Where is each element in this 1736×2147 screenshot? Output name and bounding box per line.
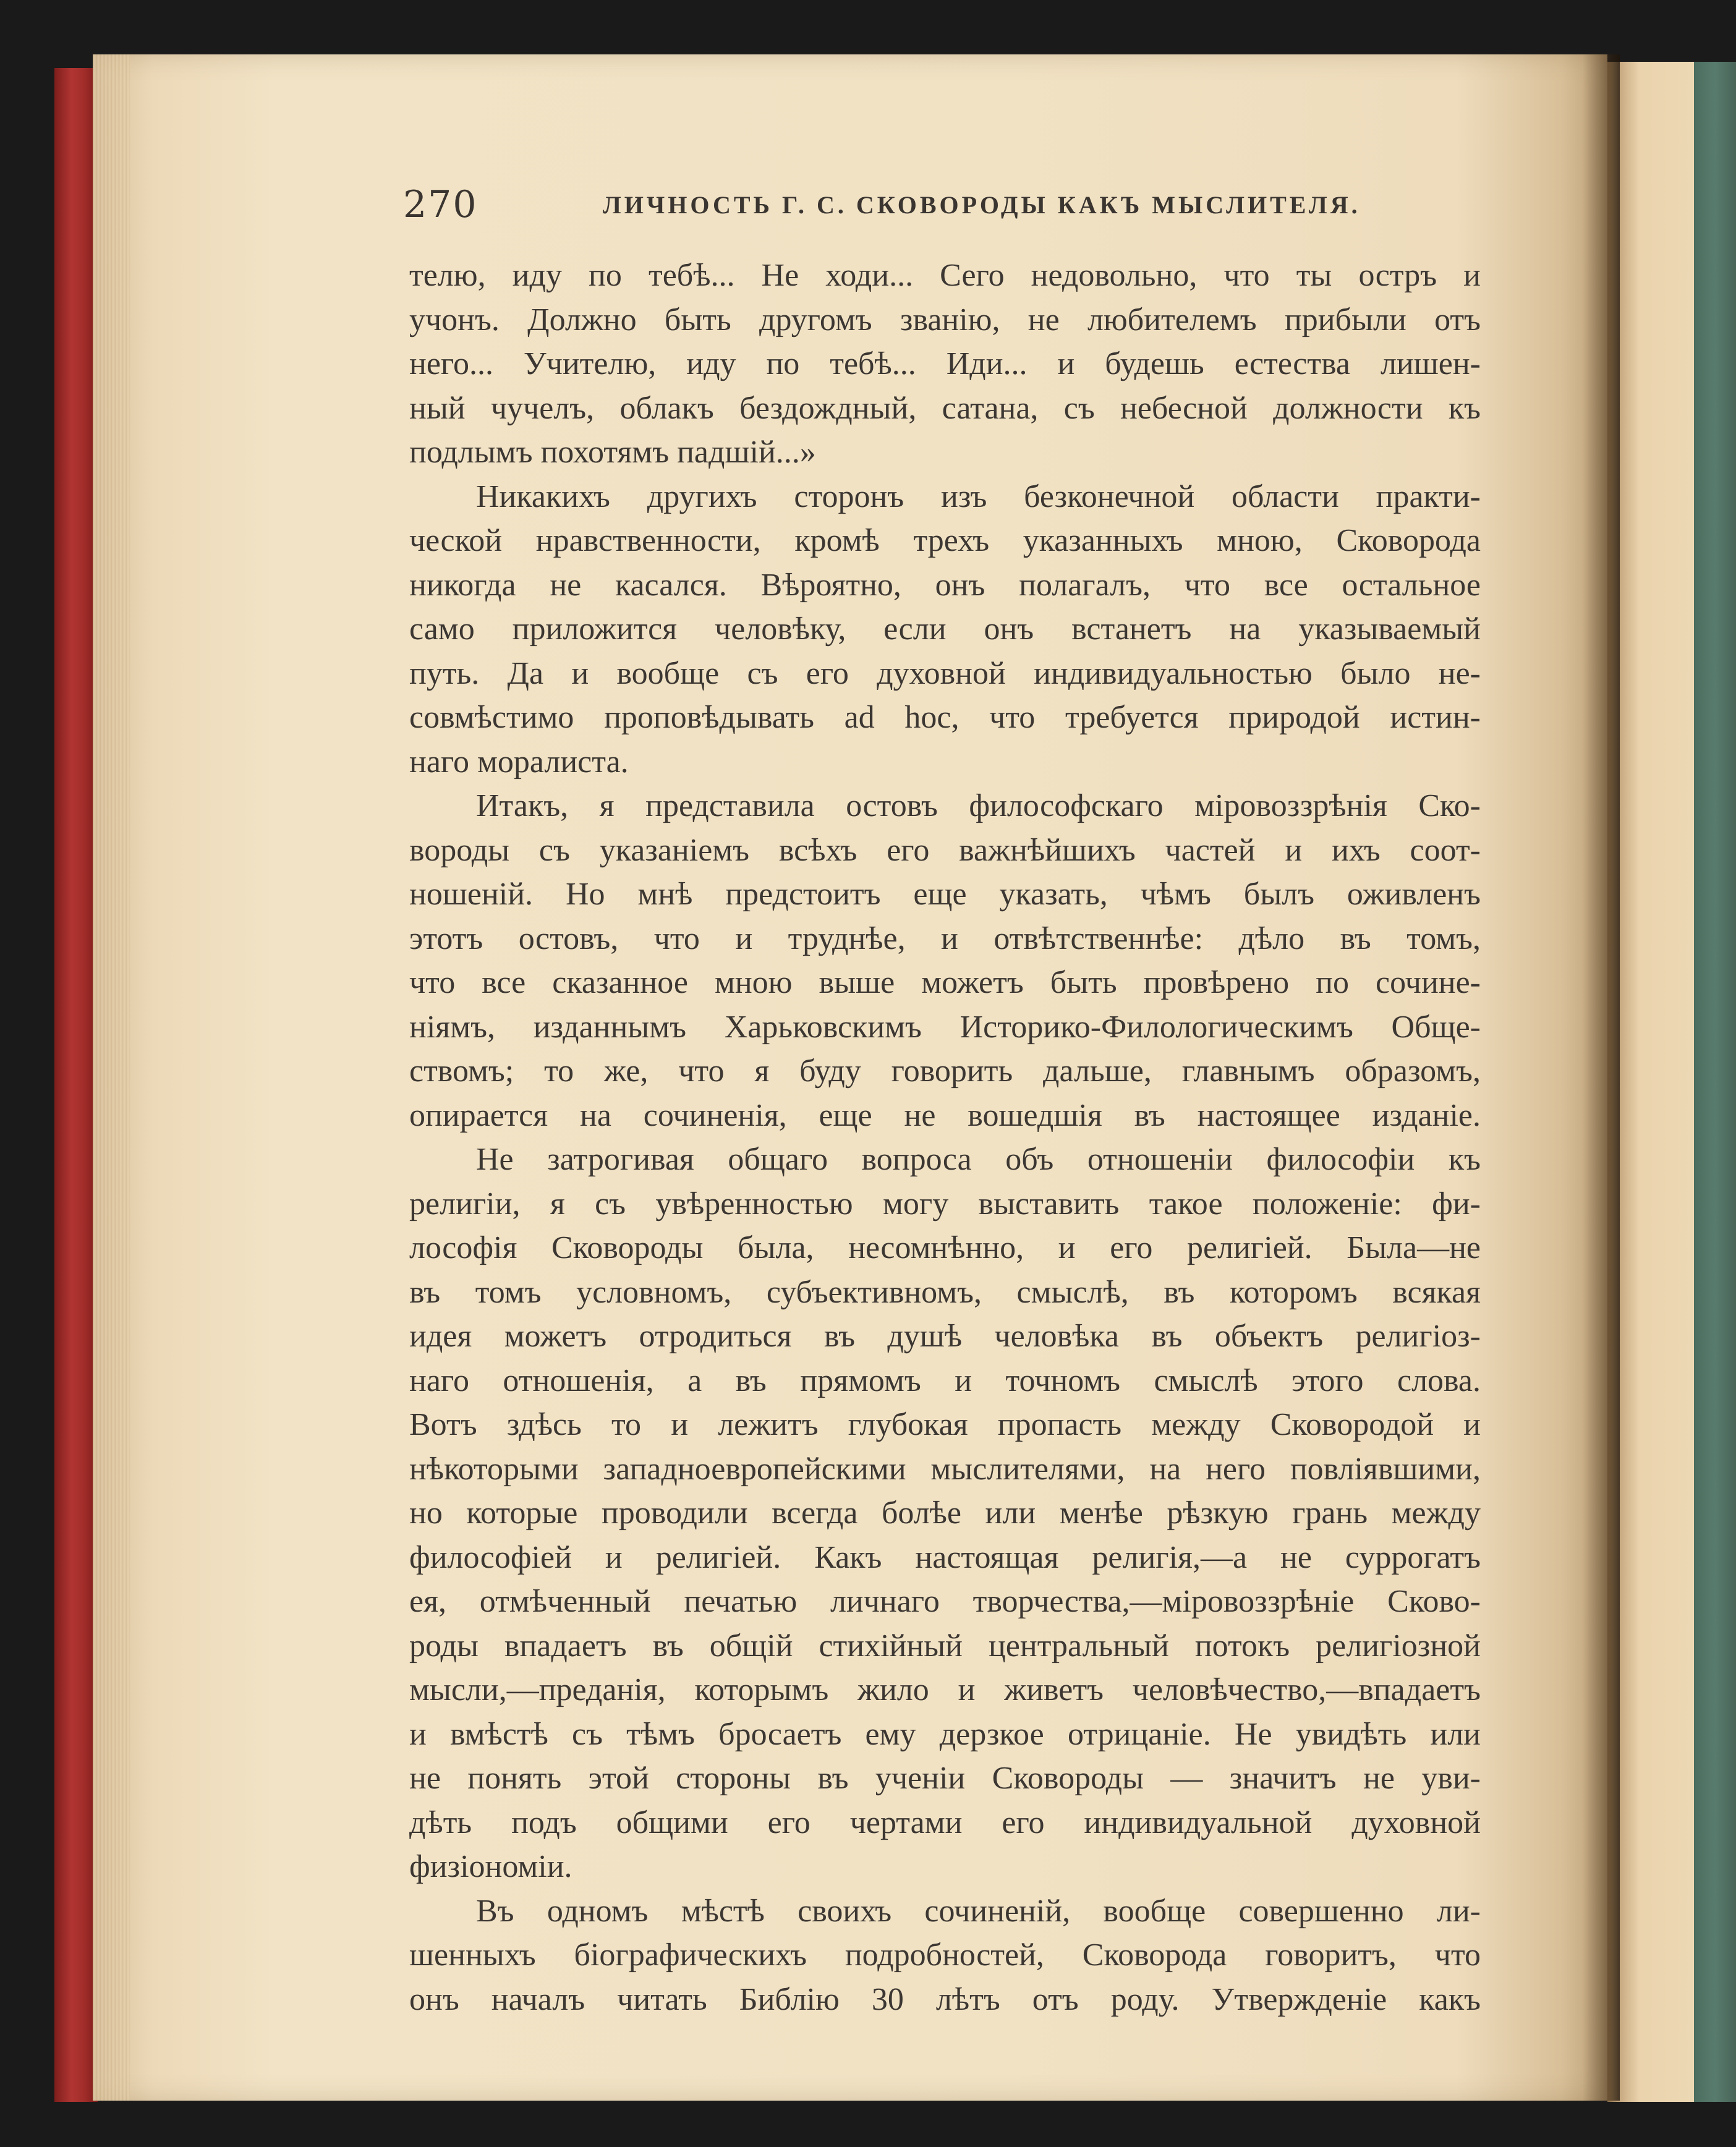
text-line: но которые проводили всегда болѣе или менѣе рѣзкую грань между — [409, 1495, 1481, 1531]
text-line: вороды съ указаніемъ всѣхъ его важнѣйшихъ частей и ихъ соот- — [409, 832, 1481, 868]
text-line: нѣкоторыми западноевропейскими мыслителями, на него повліявшими, — [409, 1451, 1481, 1487]
text-line: подлымъ похотямъ падшій...» — [409, 435, 816, 470]
text-line: этотъ остовъ, что и труднѣе, и отвѣтственнѣе: дѣло въ томъ, — [409, 920, 1481, 956]
text-line: наго моралиста. — [409, 744, 629, 780]
text-line: что все сказанное мною выше можетъ быть провѣрено по сочине- — [409, 965, 1481, 1000]
text-line: ческой нравственности, кромѣ трехъ указанныхъ мною, Сковорода — [409, 523, 1481, 558]
text-line: Вотъ здѣсь то и лежитъ глубокая пропасть между Сковородой и — [409, 1407, 1481, 1442]
page-number: 270 — [403, 183, 478, 226]
text-line: религіи, я съ увѣренностью могу выставить такое положеніе: фи- — [409, 1186, 1481, 1222]
text-line: Въ одномъ мѣстѣ своихъ сочиненій, вообще совершенно ли- — [476, 1893, 1481, 1929]
text-line: никогда не касался. Вѣроятно, онъ полагалъ, что все остальное — [409, 567, 1481, 603]
text-line: Итакъ, я представила остовъ философскаго міровоззрѣнія Ско- — [476, 788, 1481, 823]
text-line: мысли,—преданія, которымъ жило и живетъ человѣчество,—впадаетъ — [409, 1672, 1481, 1707]
text-line: телю, иду по тебѣ... Не ходи... Сего недовольно, что ты остръ и — [409, 258, 1481, 293]
running-head: ЛИЧНОСТЬ Г. С. СКОВОРОДЫ КАКЪ МЫСЛИТЕЛЯ. — [603, 191, 1361, 219]
text-line: ніямъ, изданнымъ Харьковскимъ Историко-Филологическимъ Обще- — [409, 1009, 1481, 1045]
text-line: и вмѣстѣ съ тѣмъ бросаетъ ему дерзкое отрицаніе. Не увидѣть или — [409, 1716, 1481, 1752]
text-line: идея можетъ отродиться въ душѣ человѣка въ объектъ религіоз- — [409, 1319, 1481, 1354]
text-line: ношеній. Но мнѣ предстоитъ еще указать, чѣмъ былъ оживленъ — [409, 877, 1481, 912]
book-gutter-shadow — [1583, 54, 1620, 2101]
text-line: дѣть подъ общими его чертами его индивидуальной духовной — [409, 1805, 1481, 1840]
text-line: учонъ. Должно быть другомъ званію, не любителемъ прибыли отъ — [409, 302, 1481, 338]
text-line: него... Учителю, иду по тебѣ... Иди... и будешь естества лишен- — [409, 346, 1481, 381]
text-line: философіей и религіей. Какъ настоящая религія,—а не суррогатъ — [409, 1539, 1481, 1575]
text-line: онъ началъ читать Библію 30 лѣтъ отъ роду. Утвержденіе какъ — [409, 1981, 1481, 2017]
text-line: роды впадаетъ въ общій стихійный центральный потокъ религіозной — [409, 1628, 1481, 1664]
text-line: совмѣстимо проповѣдывать ad hoc, что требуется природой истин- — [409, 700, 1481, 735]
page-stack-edge — [93, 54, 130, 2101]
body-text — [409, 253, 1481, 2022]
text-line: лософія Сковороды была, несомнѣнно, и его религіей. Была—не — [409, 1230, 1481, 1265]
text-line: опирается на сочиненія, еще не вошедшія въ настоящее изданіе. — [409, 1097, 1481, 1133]
facing-cover-edge — [1694, 62, 1736, 2102]
text-line: наго отношенія, а въ прямомъ и точномъ смыслѣ этого слова. — [409, 1363, 1481, 1398]
book-cover-edge — [54, 68, 98, 2102]
text-line: ный чучелъ, облакъ бездождный, сатана, съ небесной должности къ — [409, 390, 1481, 426]
text-line: ствомъ; то же, что я буду говорить дальше, главнымъ образомъ, — [409, 1053, 1481, 1089]
text-line: Не затрогивая общаго вопроса объ отношеніи философіи къ — [476, 1142, 1481, 1177]
text-line: физіономіи. — [409, 1849, 572, 1884]
text-line: путь. Да и вообще съ его духовной индивидуальностью было не- — [409, 655, 1481, 691]
text-line: не понять этой стороны въ ученіи Сковороды — значитъ не уви- — [409, 1761, 1481, 1796]
text-line: само приложится человѣку, если онъ встанетъ на указываемый — [409, 611, 1481, 647]
text-line: ея, отмѣченный печатью личнаго творчества,—міровоззрѣніе Сково- — [409, 1584, 1481, 1619]
text-line: шенныхъ біографическихъ подробностей, Сковорода говоритъ, что — [409, 1937, 1481, 1973]
text-line: Никакихъ другихъ сторонъ изъ безконечной области практи- — [476, 478, 1481, 514]
text-line: въ томъ условномъ, субъективномъ, смыслѣ, въ которомъ всякая — [409, 1274, 1481, 1310]
